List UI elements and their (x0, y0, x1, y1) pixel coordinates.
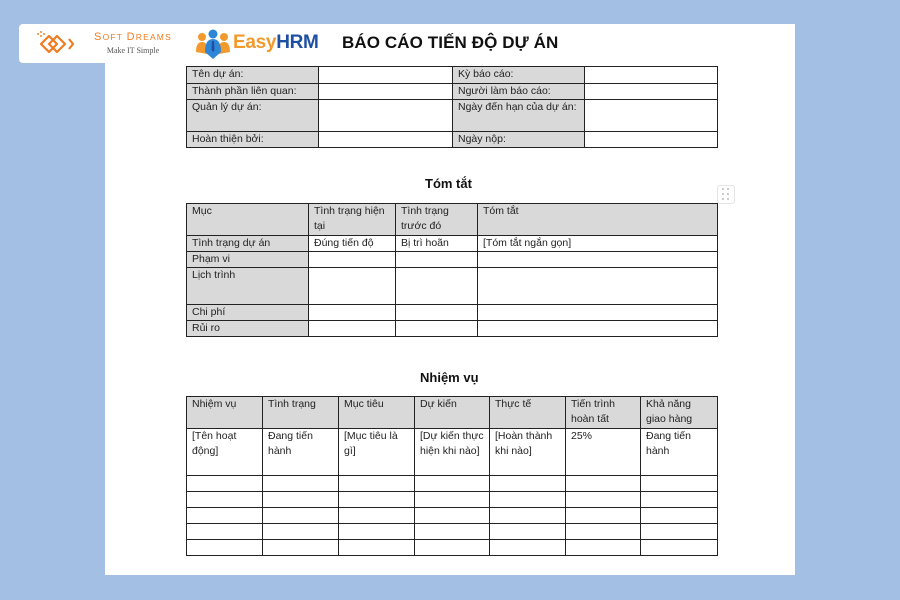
tasks-section-title: Nhiệm vụ (420, 370, 479, 385)
drag-handle-icon[interactable] (717, 185, 735, 204)
table-cell[interactable] (566, 540, 641, 556)
table-cell[interactable] (309, 252, 396, 268)
column-header: Dự kiến (415, 397, 490, 429)
table-cell[interactable] (566, 492, 641, 508)
table-cell[interactable] (566, 508, 641, 524)
table-cell[interactable] (263, 508, 339, 524)
table-cell[interactable] (415, 492, 490, 508)
table-row (187, 540, 718, 556)
table-cell[interactable]: Đúng tiến độ (309, 236, 396, 252)
table-cell[interactable]: Đang tiến hành (263, 429, 339, 476)
column-header: Tiến trình hoàn tất (566, 397, 641, 429)
info-label: Người làm báo cáo: (453, 84, 585, 100)
table-cell[interactable] (490, 524, 566, 540)
table-cell[interactable] (263, 540, 339, 556)
column-header: Tóm tắt (478, 204, 718, 236)
document-title: BÁO CÁO TIẾN ĐỘ DỰ ÁN (342, 33, 559, 52)
column-header: Tình trạng (263, 397, 339, 429)
table-row (187, 429, 718, 476)
table-cell[interactable] (478, 321, 718, 337)
info-value-reporter[interactable] (585, 84, 718, 100)
table-row (187, 321, 718, 337)
table-cell[interactable] (187, 476, 263, 492)
table-cell[interactable] (478, 252, 718, 268)
table-cell[interactable] (396, 305, 478, 321)
table-row (187, 100, 718, 132)
table-cell[interactable] (490, 540, 566, 556)
table-cell[interactable] (309, 305, 396, 321)
table-cell[interactable] (396, 268, 478, 305)
project-info-table (186, 66, 718, 148)
column-header: Khả năng giao hàng (641, 397, 718, 429)
table-cell[interactable] (415, 524, 490, 540)
table-header-row (187, 204, 718, 236)
info-label: Thành phần liên quan: (187, 84, 319, 100)
table-cell[interactable] (187, 540, 263, 556)
tasks-table (186, 396, 718, 556)
table-row (187, 252, 718, 268)
easyhrm-people-icon (195, 28, 231, 60)
softdreams-tagline: Make IT Simple (106, 46, 160, 55)
table-cell[interactable] (641, 540, 718, 556)
info-value-submit-date[interactable] (585, 132, 718, 148)
table-cell[interactable] (415, 508, 490, 524)
table-cell[interactable] (415, 540, 490, 556)
table-row (187, 524, 718, 540)
column-header: Tình trạng trước đó (396, 204, 478, 236)
table-cell[interactable] (263, 524, 339, 540)
table-cell[interactable]: [Tóm tắt ngắn gọn] (478, 236, 718, 252)
table-row (187, 236, 718, 252)
info-value-report-period[interactable] (585, 67, 718, 84)
easyhrm-wordmark: EasyHRM (233, 32, 319, 53)
table-cell[interactable] (263, 476, 339, 492)
table-cell[interactable] (490, 492, 566, 508)
table-cell[interactable]: [Dự kiến thực hiện khi nào] (415, 429, 490, 476)
table-row (187, 476, 718, 492)
info-label: Hoàn thiện bởi: (187, 132, 319, 148)
table-cell[interactable] (339, 540, 415, 556)
table-row (187, 268, 718, 305)
table-row (187, 508, 718, 524)
table-cell[interactable] (641, 524, 718, 540)
table-cell[interactable]: [Hoàn thành khi nào] (490, 429, 566, 476)
table-row (187, 132, 718, 148)
column-header: Tình trạng hiện tại (309, 204, 396, 236)
info-label: Ngày đến hạn của dự án: (453, 100, 585, 132)
table-cell[interactable] (396, 252, 478, 268)
info-label: Ngày nộp: (453, 132, 585, 148)
info-label: Kỳ báo cáo: (453, 67, 585, 84)
table-header-row (187, 397, 718, 429)
info-value-due-date[interactable] (585, 100, 718, 132)
table-cell[interactable] (478, 305, 718, 321)
table-cell[interactable] (641, 492, 718, 508)
table-cell[interactable] (566, 524, 641, 540)
table-cell[interactable] (263, 492, 339, 508)
info-label: Tên dự án: (187, 67, 319, 84)
table-cell[interactable]: Đang tiến hành (641, 429, 718, 476)
table-cell[interactable] (339, 476, 415, 492)
table-cell[interactable] (187, 524, 263, 540)
table-cell[interactable] (187, 508, 263, 524)
table-row (187, 305, 718, 321)
table-cell[interactable] (309, 268, 396, 305)
table-row (187, 492, 718, 508)
column-header: Nhiệm vụ (187, 397, 263, 429)
table-cell[interactable] (309, 321, 396, 337)
table-cell[interactable] (339, 508, 415, 524)
table-cell[interactable] (490, 476, 566, 492)
table-cell[interactable] (187, 492, 263, 508)
row-label: Tình trạng dự án (187, 236, 309, 252)
row-label: Chi phí (187, 305, 309, 321)
table-cell[interactable]: [Tên hoạt động] (187, 429, 263, 476)
table-cell[interactable] (490, 508, 566, 524)
table-cell[interactable] (415, 476, 490, 492)
table-cell[interactable] (478, 268, 718, 305)
table-cell[interactable]: [Mục tiêu là gì] (339, 429, 415, 476)
table-row (187, 67, 718, 84)
table-cell[interactable]: Bị trì hoãn (396, 236, 478, 252)
table-cell[interactable] (396, 321, 478, 337)
softdreams-logo-icon (33, 29, 75, 59)
row-label: Phạm vi (187, 252, 309, 268)
table-cell[interactable] (641, 508, 718, 524)
row-label: Rủi ro (187, 321, 309, 337)
table-cell[interactable] (339, 524, 415, 540)
summary-table (186, 203, 718, 337)
info-label: Quản lý dự án: (187, 100, 319, 132)
info-value-stakeholders[interactable] (319, 84, 453, 100)
softdreams-wordmark: SOFT DREAMS Make IT Simple (81, 31, 185, 56)
table-cell[interactable] (566, 476, 641, 492)
column-header: Mục tiêu (339, 397, 415, 429)
table-row (187, 84, 718, 100)
logo-banner (19, 24, 333, 63)
info-value-completed-by[interactable] (319, 132, 453, 148)
table-cell[interactable] (339, 492, 415, 508)
info-value-project-name[interactable] (319, 67, 453, 84)
table-cell[interactable] (641, 476, 718, 492)
table-cell[interactable]: 25% (566, 429, 641, 476)
column-header: Mục (187, 204, 309, 236)
column-header: Thực tế (490, 397, 566, 429)
info-value-project-manager[interactable] (319, 100, 453, 132)
summary-section-title: Tóm tắt (425, 176, 472, 191)
row-label: Lịch trình (187, 268, 309, 305)
